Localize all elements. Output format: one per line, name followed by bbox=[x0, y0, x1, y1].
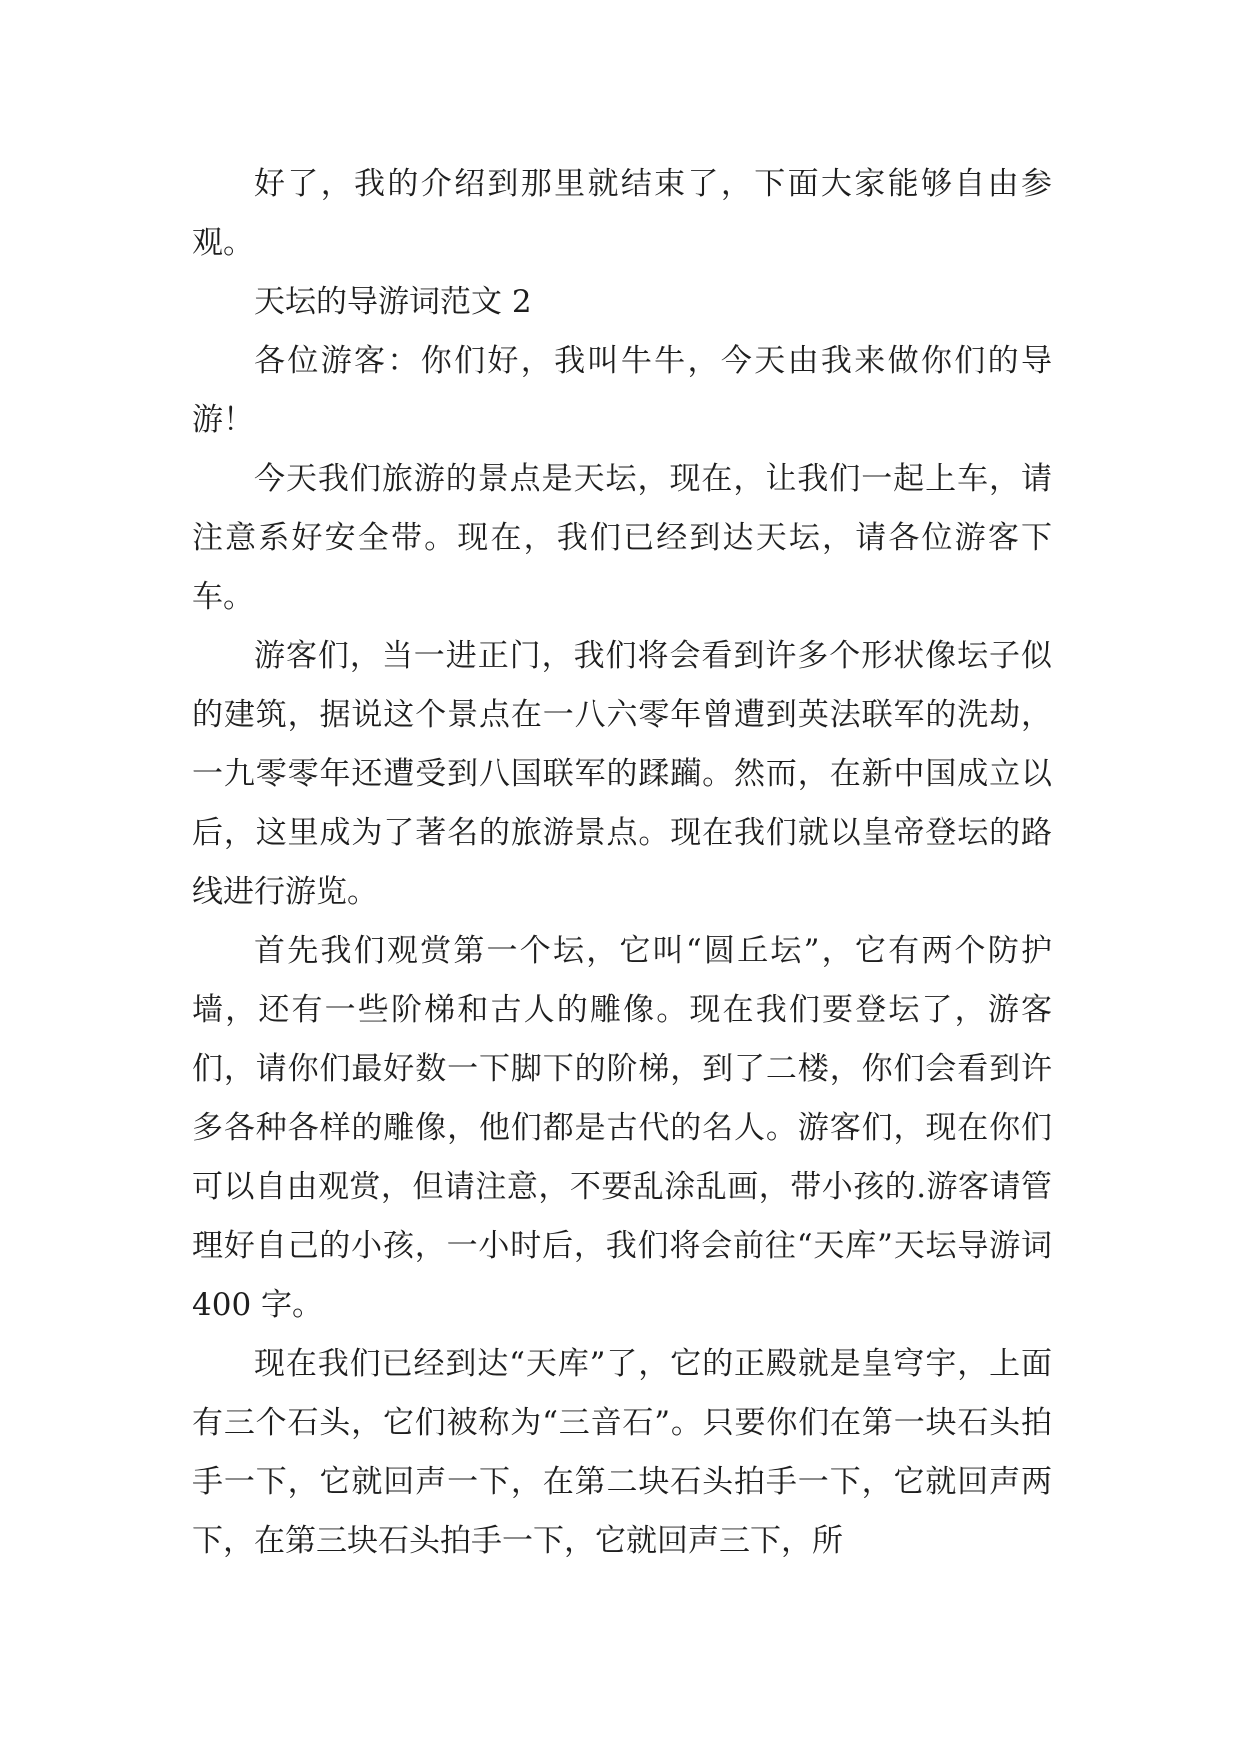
section-heading: 天坛的导游词范文 2 bbox=[254, 284, 532, 320]
document-body bbox=[192, 155, 1052, 1571]
paragraph-closing: 好了，我的介绍到那里就结束了，下面大家能够自由参观。 bbox=[192, 166, 1052, 261]
paragraph-greeting: 各位游客：你们好，我叫牛牛，今天由我来做你们的导游！ bbox=[192, 343, 1052, 438]
paragraph-circular-mound: 首先我们观赏第一个坛，它叫“圆丘坛”，它有两个防护墙，还有一些阶梯和古人的雕像。现在我们要登坛了，游客们，请你们最好数一下脚下的阶梯，到了二楼，你们会看到许多各种各样的雕像，他们都是古代的名人。游客们，现在你们可以自由观赏，但请注意，不要乱涂乱画，带小孩的.游客请管理好自己的小孩，一小时后，我们将会前往“天库”天坛导游词 400 字。 bbox=[192, 933, 1052, 1323]
paragraph-echo-stones: 现在我们已经到达“天库”了，它的正殿就是皇穹宇，上面有三个石头，它们被称为“三音石”。只要你们在第一块石头拍手一下，它就回声一下，在第二块石头拍手一下，它就回声两下，在第三块石头拍手一下，它就回声三下，所 bbox=[192, 1346, 1052, 1559]
paragraph-departure: 今天我们旅游的景点是天坛，现在，让我们一起上车，请注意系好安全带。现在，我们已经到达天坛，请各位游客下车。 bbox=[192, 461, 1052, 615]
paragraph-history: 游客们，当一进正门，我们将会看到许多个形状像坛子似的建筑，据说这个景点在一八六零年曾遭到英法联军的洗劫，一九零零年还遭受到八国联军的蹂躏。然而，在新中国成立以后，这里成为了著名的旅游景点。现在我们就以皇帝登坛的路线进行游览。 bbox=[192, 638, 1052, 910]
